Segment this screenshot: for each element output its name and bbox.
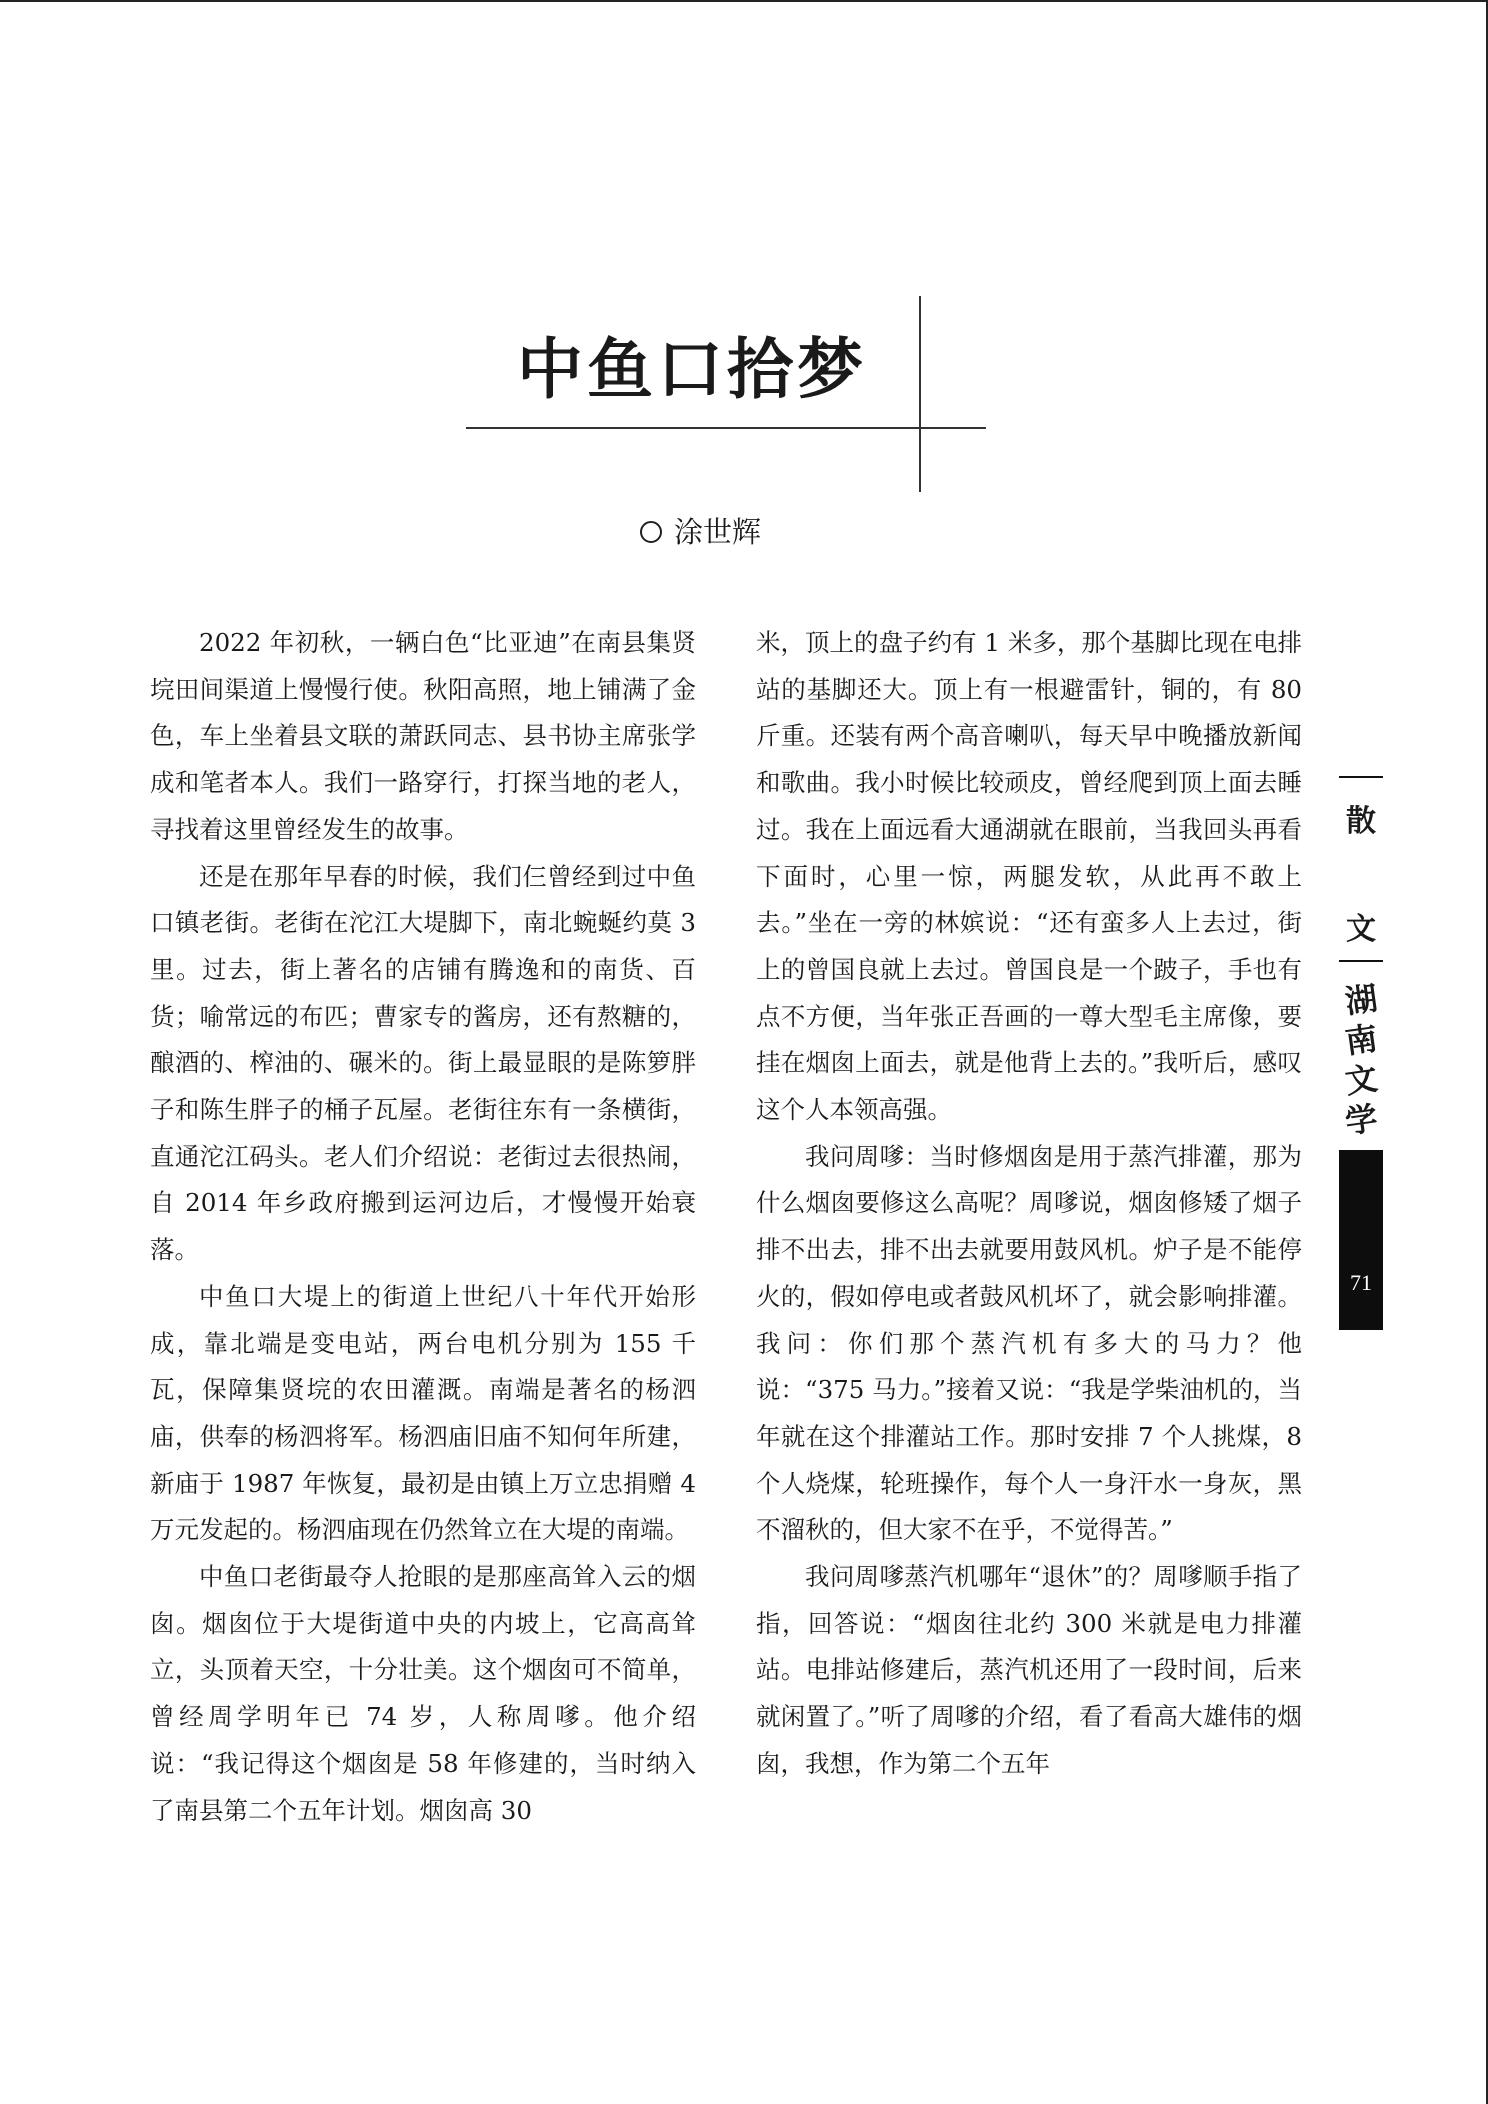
paragraph: 2022 年初秋，一辆白色“比亚迪”在南县集贤垸田间渠道上慢慢行使。秋阳高照，地上铺满了金色，车上坐着县文联的萧跃同志、县书协主席张学成和笔者本人。我们一路穿行，打探当地的老人，寻找着这里曾经发生的故事。 bbox=[150, 628, 696, 844]
title-vertical-rule bbox=[919, 296, 921, 492]
paragraph: 还是在那年早春的时候，我们仨曾经到过中鱼口镇老街。老街在沱江大堤脚下，南北蜿蜒约莫 3 里。过去，街上著名的店铺有腾逸和的南货、百货；喻常远的布匹；曹家专的酱房，还有熬糖的，酿酒的、榨油的、碾米的。街上最显眼的是陈箩胖子和陈生胖子的桶子瓦屋。老街往东有一条横街，直通沱江码头。老人们介绍说：老街过去很热闹，自 2014 年乡政府搬到运河边后，才慢慢开始衰落。 bbox=[150, 861, 696, 1265]
magazine-logo-char: 学 bbox=[1342, 1098, 1380, 1142]
author-name: 涂世辉 bbox=[674, 515, 762, 549]
byline-circle-icon bbox=[640, 521, 662, 543]
paragraph: 中鱼口大堤上的街道上世纪八十年代开始形成，靠北端是变电站，两台电机分别为 155 千瓦，保障集贤垸的农田灌溉。南端是著名的杨泗庙，供奉的杨泗将军。杨泗庙旧庙不知何年所建，新庙于 1987 年恢复，最初是由镇上万立忠捐赠 4 万元发起的。杨泗庙现在仍然耸立在大堤的南端。 bbox=[150, 1281, 696, 1545]
magazine-logo-char: 南 bbox=[1342, 1018, 1380, 1062]
paragraph: 中鱼口老街最夺人抢眼的是那座高耸入云的烟囱。烟囱位于大堤街道中央的内坡上，它高高耸立，头顶着天空，十分壮美。这个烟囱可不简单，曾经周学明年已 74 岁，人称周嗲。他介绍说：“我记得这个烟囱是 58 年修建的，当时纳入了南县第二个五年计划。烟囱高 30 bbox=[150, 1562, 696, 1825]
paragraph: 我问周嗲：当时修烟囱是用于蒸汽排灌，那为什么烟囱要修这么高呢？周嗲说，烟囱修矮了烟子排不出去，排不出去就要用鼓风机。炉子是不能停火的，假如停电或者鼓风机坏了，就会影响排灌。我问：你们那个蒸汽机有多大的马力？他说：“375 马力。”接着又说：“我是学柴油机的，当年就在这个排灌站工作。那时安排 7 个人挑煤，8 个人烧煤，轮班操作，每个人一身汗水一身灰，黑不溜秋的，但大家不在乎，不觉得苦。” bbox=[756, 1141, 1302, 1545]
article-title: 中鱼口拾梦 bbox=[517, 331, 867, 408]
section-label-char: 文 bbox=[1346, 912, 1376, 947]
magazine-logo-char: 湖 bbox=[1342, 978, 1380, 1022]
page-border-top bbox=[0, 0, 1488, 2]
section-label-char: 散 bbox=[1346, 804, 1376, 839]
paragraph-continuation: 米，顶上的盘子约有 1 米多，那个基脚比现在电排站的基脚还大。顶上有一根避雷针，铜的，有 80 斤重。还装有两个高音喇叭，每天早中晚播放新闻和歌曲。我小时候比较顽皮，曾经爬到顶上面去睡过。我在上面远看大通湖就在眼前，当我回头再看下面时，心里一惊，两腿发软，从此再不敢上去。”坐在一旁的林嫔说：“还有蛮多人上去过，街上的曾国良就上去过。曾国良是一个跛子，手也有点不方便，当年张正吾画的一尊大型毛主席像，要挂在烟囱上面去，就是他背上去的。”我听后，感叹这个人本领高强。 bbox=[756, 628, 1302, 1125]
sidebar-rule-top bbox=[1339, 776, 1383, 778]
paragraph: 我问周嗲蒸汽机哪年“退休”的？周嗲顺手指了指，回答说：“烟囱往北约 300 米就是电力排灌站。电排站修建后，蒸汽机还用了一段时间，后来就闲置了。”听了周嗲的介绍，看了看高大雄伟的烟囱，我想，作为第二个五年 bbox=[756, 1562, 1302, 1778]
magazine-logo-char: 文 bbox=[1342, 1058, 1380, 1102]
sidebar-rule-middle bbox=[1339, 960, 1383, 962]
page-number: 71 bbox=[1350, 1270, 1372, 1295]
right-column bbox=[756, 620, 1302, 1788]
title-horizontal-rule bbox=[466, 427, 986, 429]
byline bbox=[640, 510, 761, 554]
page-number-tab bbox=[1339, 1150, 1383, 1330]
left-column bbox=[150, 620, 696, 1834]
